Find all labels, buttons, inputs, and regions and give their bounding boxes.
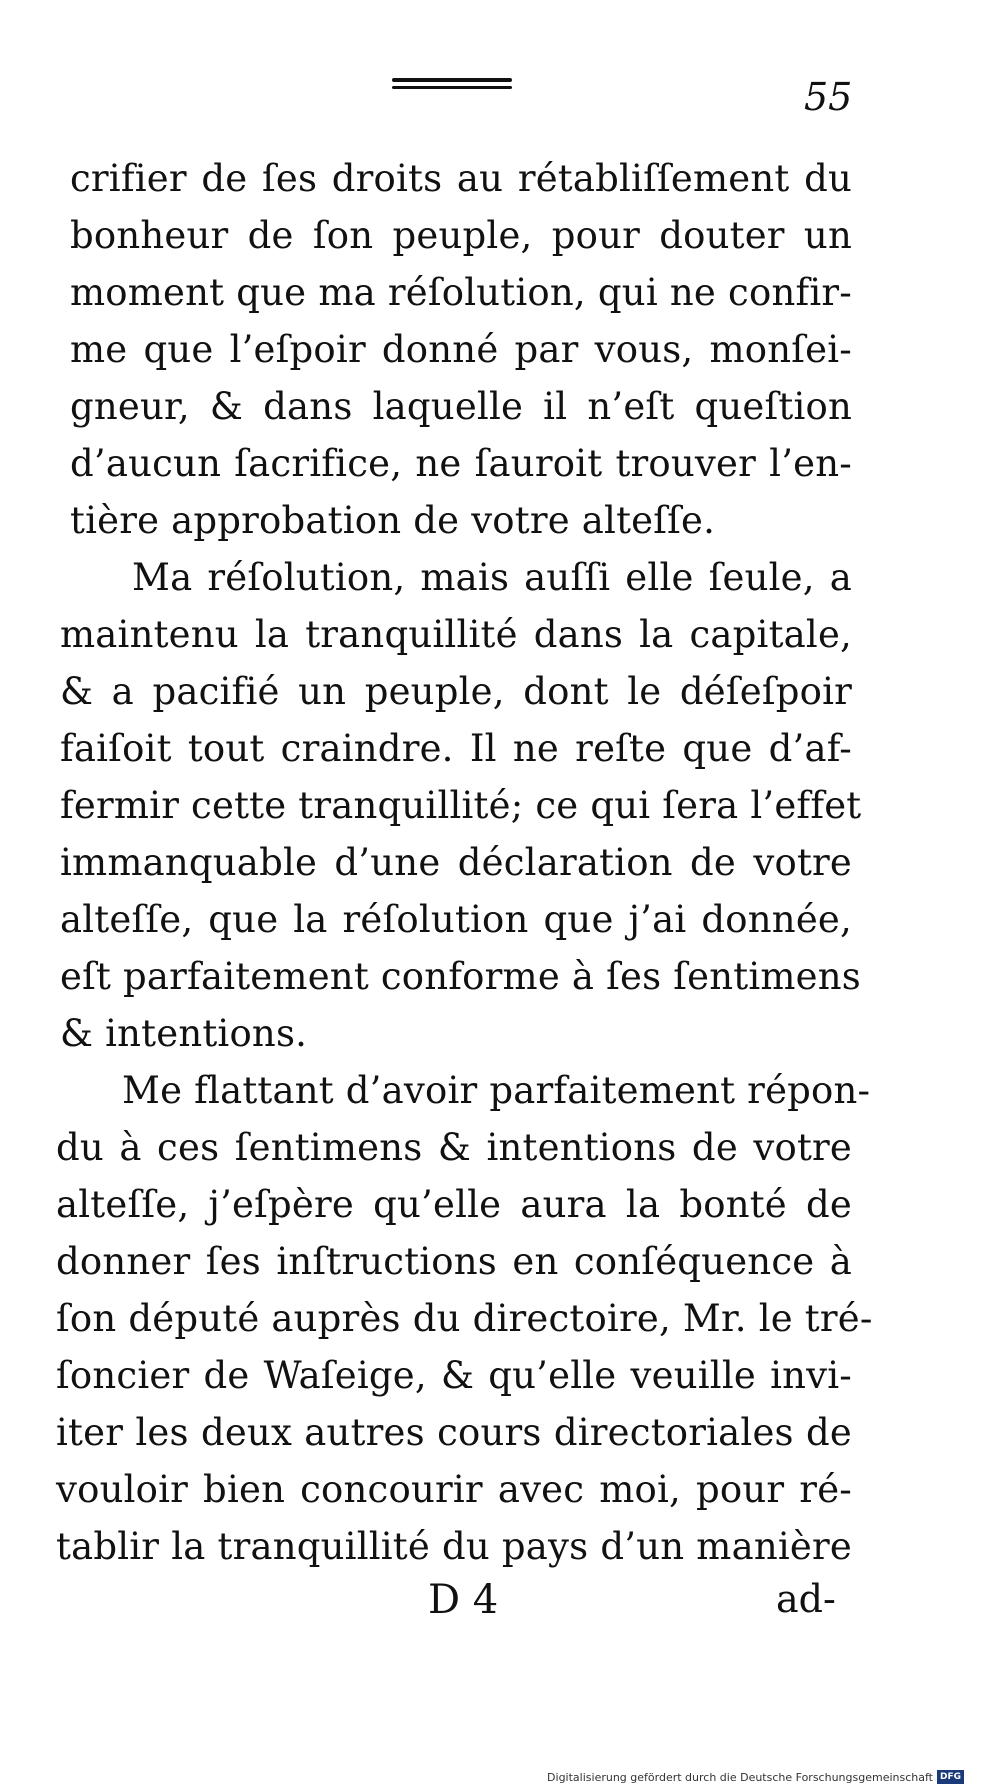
text-line: donner ſes inſtructions en conſéquence à <box>56 1240 852 1283</box>
text-line: bonheur de ſon peuple, pour douter un <box>70 214 852 257</box>
text-line: maintenu la tranquillité dans la capitale, <box>60 613 852 656</box>
text-line: & intentions. <box>60 1012 308 1055</box>
text-line: faiſoit tout craindre. Il ne reſte que d’af- <box>60 727 852 770</box>
text-line: immanquable d’une déclaration de votre <box>60 841 852 884</box>
text-line: alteſſe, j’eſpère qu’elle aura la bonté de <box>56 1183 852 1226</box>
text-line: eſt parfaitement conforme à ſes ſentimens <box>60 955 861 998</box>
text-line: fermir cette tranquillité; ce qui ſera l’effet <box>60 784 862 827</box>
page-number: 55 <box>804 75 853 119</box>
paragraph-2 <box>52 549 862 1062</box>
text-line: ſoncier de Waſeige, & qu’elle veuille invi- <box>56 1354 852 1397</box>
text-line: ſon député auprès du directoire, Mr. le tré- <box>56 1297 873 1340</box>
text-line: Ma réſolution, mais auſſi elle ſeule, a <box>132 556 852 599</box>
paragraph-1 <box>52 150 852 549</box>
text-line: tablir la tranquillité du pays d’un manière <box>56 1525 852 1568</box>
credit-text: Digitalisierung gefördert durch die Deutsche Forschungsgemeinschaft <box>547 1770 933 1784</box>
text-line: vouloir bien concourir avec moi, pour ré- <box>56 1468 852 1511</box>
text-line: d’aucun ſacrifice, ne ſauroit trouver l’en- <box>70 442 852 485</box>
text-line: & a pacifié un peuple, dont le déſeſpoir <box>60 670 852 713</box>
body-text <box>52 150 873 1575</box>
catchword: ad- <box>776 1577 836 1621</box>
text-line: gneur, & dans laquelle il n’eſt queſtion <box>70 385 852 428</box>
text-line: moment que ma réſolution, qui ne confir- <box>70 271 852 314</box>
header-rule <box>392 78 512 94</box>
text-line: alteſſe, que la réſolution que j’ai donnée, <box>60 898 852 941</box>
dfg-logo-icon: DFG <box>937 1770 964 1784</box>
text-line: tière approbation de votre alteſſe. <box>70 499 716 542</box>
digitization-credit <box>547 1770 964 1784</box>
text-line: du à ces ſentimens & intentions de votre <box>56 1126 852 1169</box>
text-line: Me flattant d’avoir parfaitement répon- <box>122 1069 871 1112</box>
paragraph-3 <box>52 1062 873 1575</box>
text-line: iter les deux autres cours directoriales de <box>56 1411 852 1454</box>
signature-mark: D 4 <box>428 1577 499 1623</box>
text-line: crifier de ſes droits au rétabliſſement du <box>70 157 852 200</box>
text-line: me que l’eſpoir donné par vous, monſei- <box>70 328 852 371</box>
